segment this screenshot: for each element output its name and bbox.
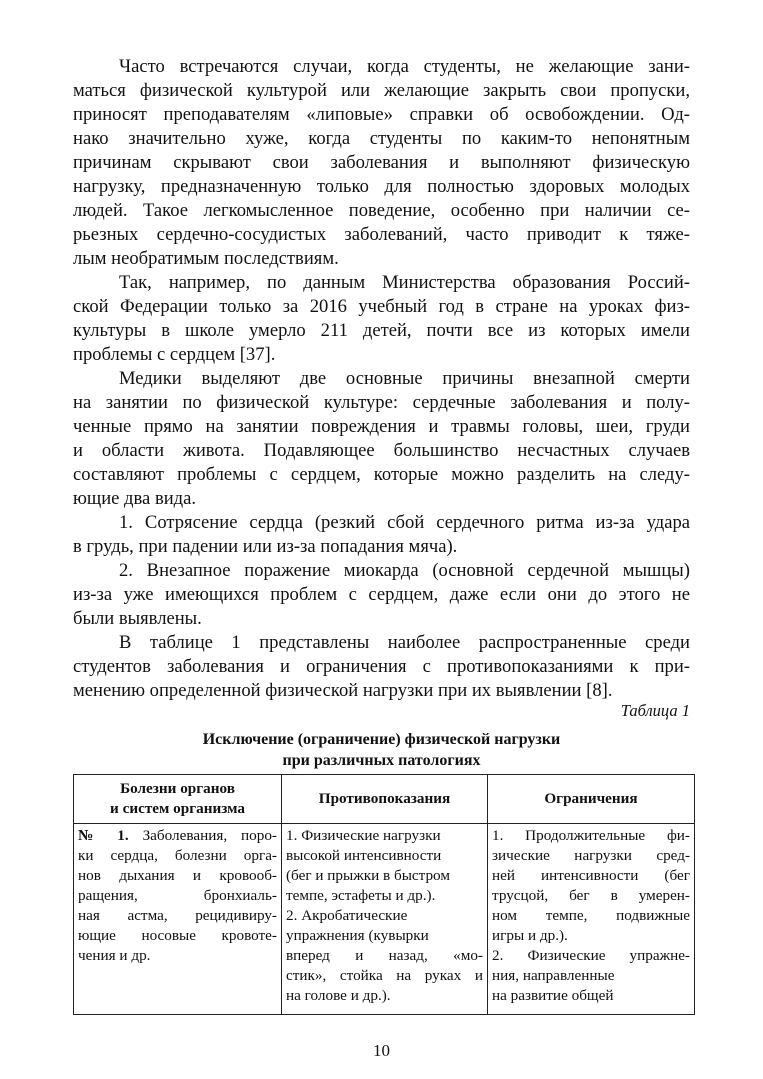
- paragraph-line: из-за уже имеющихся проблем с сердцем, даже если они до этого не: [73, 584, 690, 605]
- paragraph-line: причинам скрывают свои заболевания и выполняют физическую: [73, 152, 690, 173]
- header-line: и систем организма: [110, 800, 245, 817]
- row-number: № 1.: [78, 827, 129, 844]
- paragraph-line: людей. Такое легкомысленное поведение, особенно при наличии се-: [73, 200, 690, 221]
- paragraph-line: маться физической культурой или желающие закрыть свои пропуски,: [73, 80, 690, 101]
- paragraph-line: культуры в школе умерло 211 детей, почти все из которых имели: [73, 320, 690, 341]
- header-line: Противопоказания: [318, 790, 451, 807]
- cell-line: ном темпе, подвижные: [492, 907, 690, 924]
- cell-line-text: Заболевания, поро-: [142, 827, 277, 844]
- paragraph-line: на занятии по физической культуре: сердечные заболевания и полу-: [73, 392, 690, 413]
- table-title-line: Исключение (ограничение) физической нагрузки: [202, 731, 561, 748]
- cell-line: стик», стойка на руках и: [286, 967, 483, 984]
- paragraph-line: составляют проблемы с сердцем, которые можно разделить на следу-: [73, 464, 690, 485]
- cell-line: игры и др.).: [492, 927, 568, 944]
- cell-line: [78, 826, 277, 846]
- table-title-line: при различных патологиях: [282, 752, 481, 769]
- cell-line: ней интенсивности (бег: [492, 867, 690, 884]
- table-header-row: [74, 775, 695, 824]
- paragraph-line: 2. Внезапное поражение миокарда (основной сердечной мышцы): [119, 560, 690, 581]
- paragraph-line: В таблице 1 представлены наиболее распространенные среди: [119, 632, 690, 653]
- header-line: Болезни органов: [120, 780, 235, 797]
- paragraph-line: Часто встречаются случаи, когда студенты, не желающие зани-: [119, 56, 690, 77]
- paragraph-line: лым необратимым последствиям.: [73, 248, 339, 269]
- header-contraindications: [282, 775, 488, 824]
- paragraph-line: нагрузку, предназначенную только для полностью здоровых молодых: [73, 176, 690, 197]
- cell-line: чения и др.: [78, 947, 151, 964]
- paragraph-line: Медики выделяют две основные причины внезапной смерти: [119, 368, 690, 389]
- paragraph-line: 1. Сотрясение сердца (резкий сбой сердечного ритма из-за удара: [119, 512, 690, 533]
- cell-line: упражнения (кувырки: [286, 927, 429, 944]
- cell-line: вперед и назад, «мо-: [286, 947, 483, 964]
- cell-line: ния, направленные: [492, 967, 615, 984]
- paragraph-line: ющие два вида.: [73, 488, 197, 509]
- cell-limitations: [488, 824, 695, 1015]
- cell-line: ки сердца, болезни орга-: [78, 847, 277, 864]
- cell-line: 1. Продолжительные фи-: [492, 827, 690, 844]
- page-number: 10: [373, 1041, 390, 1060]
- paragraph-line: Так, например, по данным Министерства образования Россий-: [119, 272, 690, 293]
- header-line: Ограничения: [544, 790, 638, 807]
- paragraph-line: были выявлены.: [73, 608, 202, 629]
- paragraph-line: и области живота. Подавляющее большинство несчастных случаев: [73, 440, 690, 461]
- paragraph-line: ской Федерации только за 2016 учебный год в стране на уроках физ-: [73, 296, 690, 317]
- cell-line: 2. Акробатические: [286, 907, 408, 924]
- cell-line: ращения, бронхиаль-: [78, 887, 277, 904]
- header-diseases: [74, 775, 282, 824]
- table-row: [74, 824, 695, 1015]
- cell-line: ная астма, рецидивиру-: [78, 907, 277, 924]
- cell-line: 1. Физические нагрузки: [286, 827, 441, 844]
- restrictions-table: [73, 774, 695, 1015]
- cell-line: зические нагрузки сред-: [492, 847, 690, 864]
- cell-line: на голове и др.).: [286, 987, 391, 1004]
- cell-line: темпе, эстафеты и др.).: [286, 887, 436, 904]
- cell-line: ющие носовые кровоте-: [78, 927, 277, 944]
- paragraph-line: ченные прямо на занятии повреждения и травмы головы, шеи, груди: [73, 416, 690, 437]
- paragraph-line: нако значительно хуже, когда студенты по каким-то непонятным: [73, 128, 690, 149]
- paragraph-line: приносят преподавателям «липовые» справки об освобождении. Од-: [73, 104, 690, 125]
- paragraph-line: проблемы с сердцем [37].: [73, 344, 276, 365]
- header-limitations: [488, 775, 695, 824]
- cell-line: на развитие общей: [492, 987, 614, 1004]
- paragraph-line: в грудь, при падении или из-за попадания мяча).: [73, 536, 458, 557]
- cell-line: (бег и прыжки в быстром: [286, 867, 450, 884]
- cell-line: 2. Физические упражне-: [492, 947, 690, 964]
- cell-contraindications: [282, 824, 488, 1015]
- paragraph-line: рьезных сердечно-сосудистых заболеваний, часто приводит к тяже-: [73, 224, 690, 245]
- table-label: Таблица 1: [620, 701, 690, 720]
- paragraph-line: менению определенной физической нагрузки при их выявлении [8].: [73, 680, 613, 701]
- cell-diseases: [74, 824, 282, 1015]
- cell-line: нов дыхания и кровооб-: [78, 867, 277, 884]
- paragraph-line: студентов заболевания и ограничения с противопоказаниями к при-: [73, 656, 690, 677]
- cell-line: трусцой, бег в умерен-: [492, 887, 690, 904]
- cell-line: высокой интенсивности: [286, 847, 442, 864]
